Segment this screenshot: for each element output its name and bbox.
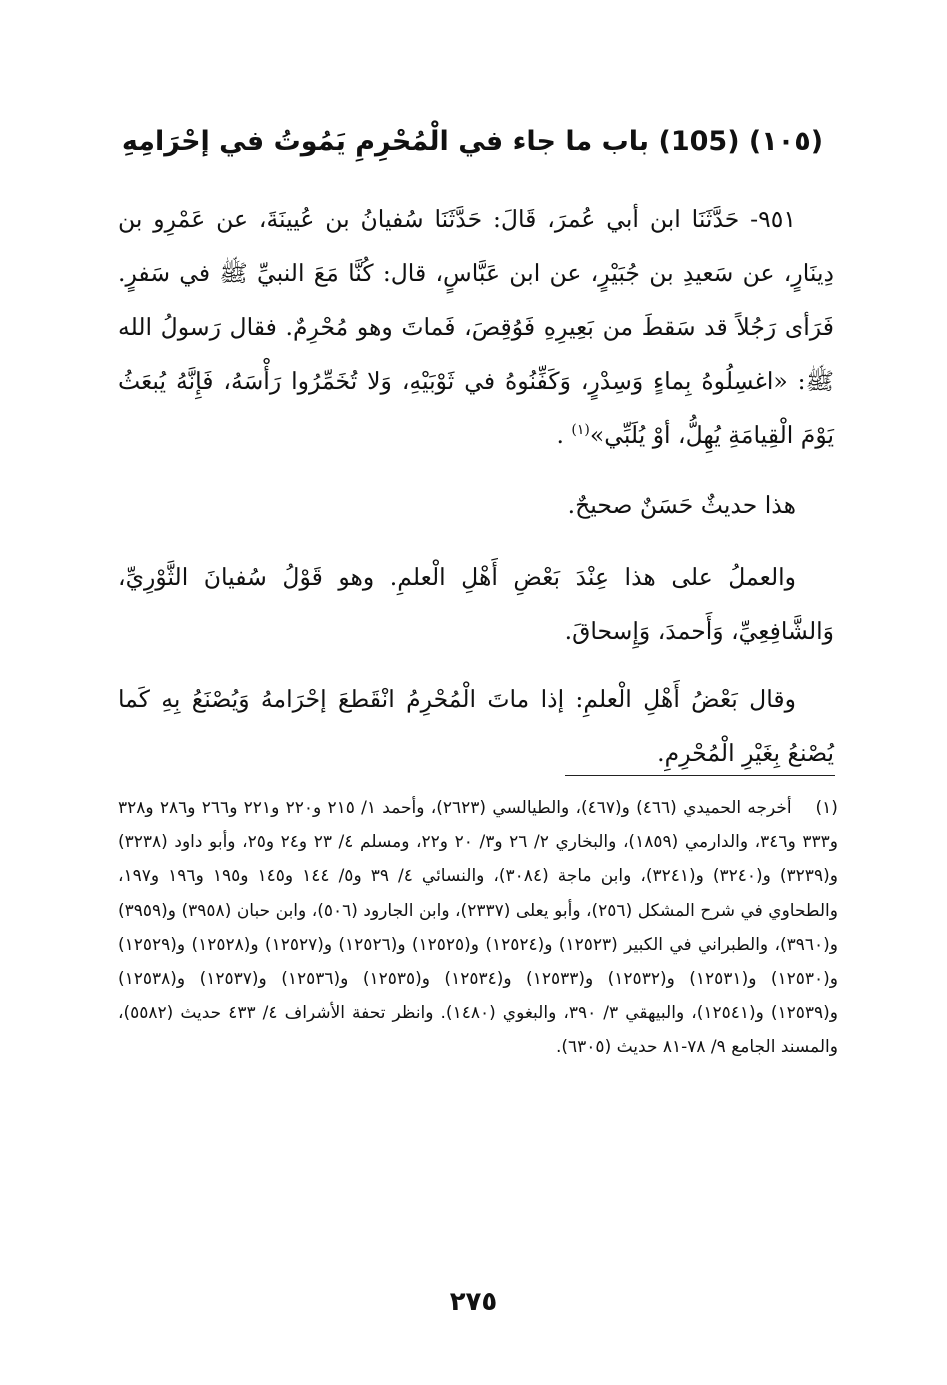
hadith-end: .: [556, 421, 572, 449]
main-text: [118, 192, 834, 794]
grade-paragraph: هذا حديثٌ حَسَنٌ صحيحٌ.: [567, 491, 796, 519]
footnote-divider: [565, 775, 835, 776]
practice-paragraph: والعملُ على هذا عِنْدَ بَعْضِ أَهْلِ الْعلمِ. وهو قَوْلُ سُفيانَ الثَّوْرِيِّ، وَالشَّافِعِيِّ، وَأَحمدَ، وَإِسحاقَ.: [118, 563, 834, 645]
page-number: ٢٧٥: [449, 1287, 498, 1317]
hadith-text: ٩٥١- حَدَّثَنَا ابن أبي عُمرَ، قَالَ: حَدَّثَنَا سُفيانُ بن عُيينَةَ، عن عَمْرِو بن دِينَارٍ، عن سَعيدِ بن جُبَيْرٍ، عن ابن عَبَّاسٍ، قال: كُنَّا مَعَ النبيِّ ﷺ في سَفرٍ. فَرَأى رَجُلاً قد سَقطَ من بَعِيرِهِ فَوُقِصَ، فَماتَ وهو مُحْرِمٌ. فقال رَسولُ الله ﷺ: «اغسِلُوهُ بِماءٍ وَسِدْرٍ، وَكَفِّنُوهُ في ثَوْبَيْهِ، وَلا تُخَمِّرُوا رَأْسَهُ، فَإِنَّهُ يُبعَثُ يَوْمَ الْقِيامَةِ يُهِلُّ، أوْ يُلَبِّي»: [118, 205, 834, 449]
other-view-paragraph: وقال بَعْضُ أَهْلِ الْعلمِ: إذا ماتَ الْمُحْرِمُ انْقَطعَ إحْرَامهُ وَيُصْنَعُ بِهِ كَما يُصْنعُ بِغَيْرِ الْمُحْرِمِ.: [118, 685, 834, 767]
footnote-text: أخرجه الحميدي (٤٦٦) و(٤٦٧)، والطيالسي (٢٦٢٣)، وأحمد ١/ ٢١٥ و٢٢٠ و٢٢١ و٢٦٦ و٢٨٦ و٣٢٨ و٣٣٣ و٣٤٦، والدارمي (١٨٥٩)، والبخاري ٢/ ٢٦ و٣/ ٢٠ و٢٢، ومسلم ٤/ ٢٣ و٢٤ و٢٥، وأبو داود (٣٢٣٨) و(٣٢٣٩) و(٣٢٤٠) و(٣٢٤١)، وابن ماجة (٣٠٨٤)، والنسائي ٤/ ٣٩ و٥/ ١٤٤ و١٤٥ و١٩٥ و١٩٦ و١٩٧، والطحاوي في شرح المشكل (٢٥٦)، وأبو يعلى (٢٣٣٧)، وابن الجارود (٥٠٦)، وابن حبان (٣٩٥٨) و(٣٩٥٩) و(٣٩٦٠)، والطبراني في الكبير (١٢٥٢٣) و(١٢٥٢٤) و(١٢٥٢٥) و(١٢٥٢٦) و(١٢٥٢٧) و(١٢٥٢٨) و(١٢٥٢٩) و(١٢٥٣٠) و(١٢٥٣١) و(١٢٥٣٢) و(١٢٥٣٣) و(١٢٥٣٤) و(١٢٥٣٥) و(١٢٥٣٦) و(١٢٥٣٧) و(١٢٥٣٨) و(١٢٥٣٩) و(١٢٥٤١)، والبيهقي ٣/ ٣٩٠، والبغوي (١٤٨٠). وانظر تحفة الأشراف ٤/ ٤٣٣ حديث (٥٥٨٢)، والمسند الجامع ٩/ ٧٨-٨١ حديث (٦٣٠٥).: [118, 798, 839, 1058]
footnote: [118, 791, 838, 1065]
footnote-marker: (١): [571, 422, 590, 439]
footnote-number: (١): [815, 798, 838, 818]
chapter-title: (١٠٥) (105) باب ما جاء في الْمُحْرِمِ يَمُوتُ في إحْرَامِهِ: [121, 126, 824, 157]
hadith-paragraph: [118, 192, 834, 462]
